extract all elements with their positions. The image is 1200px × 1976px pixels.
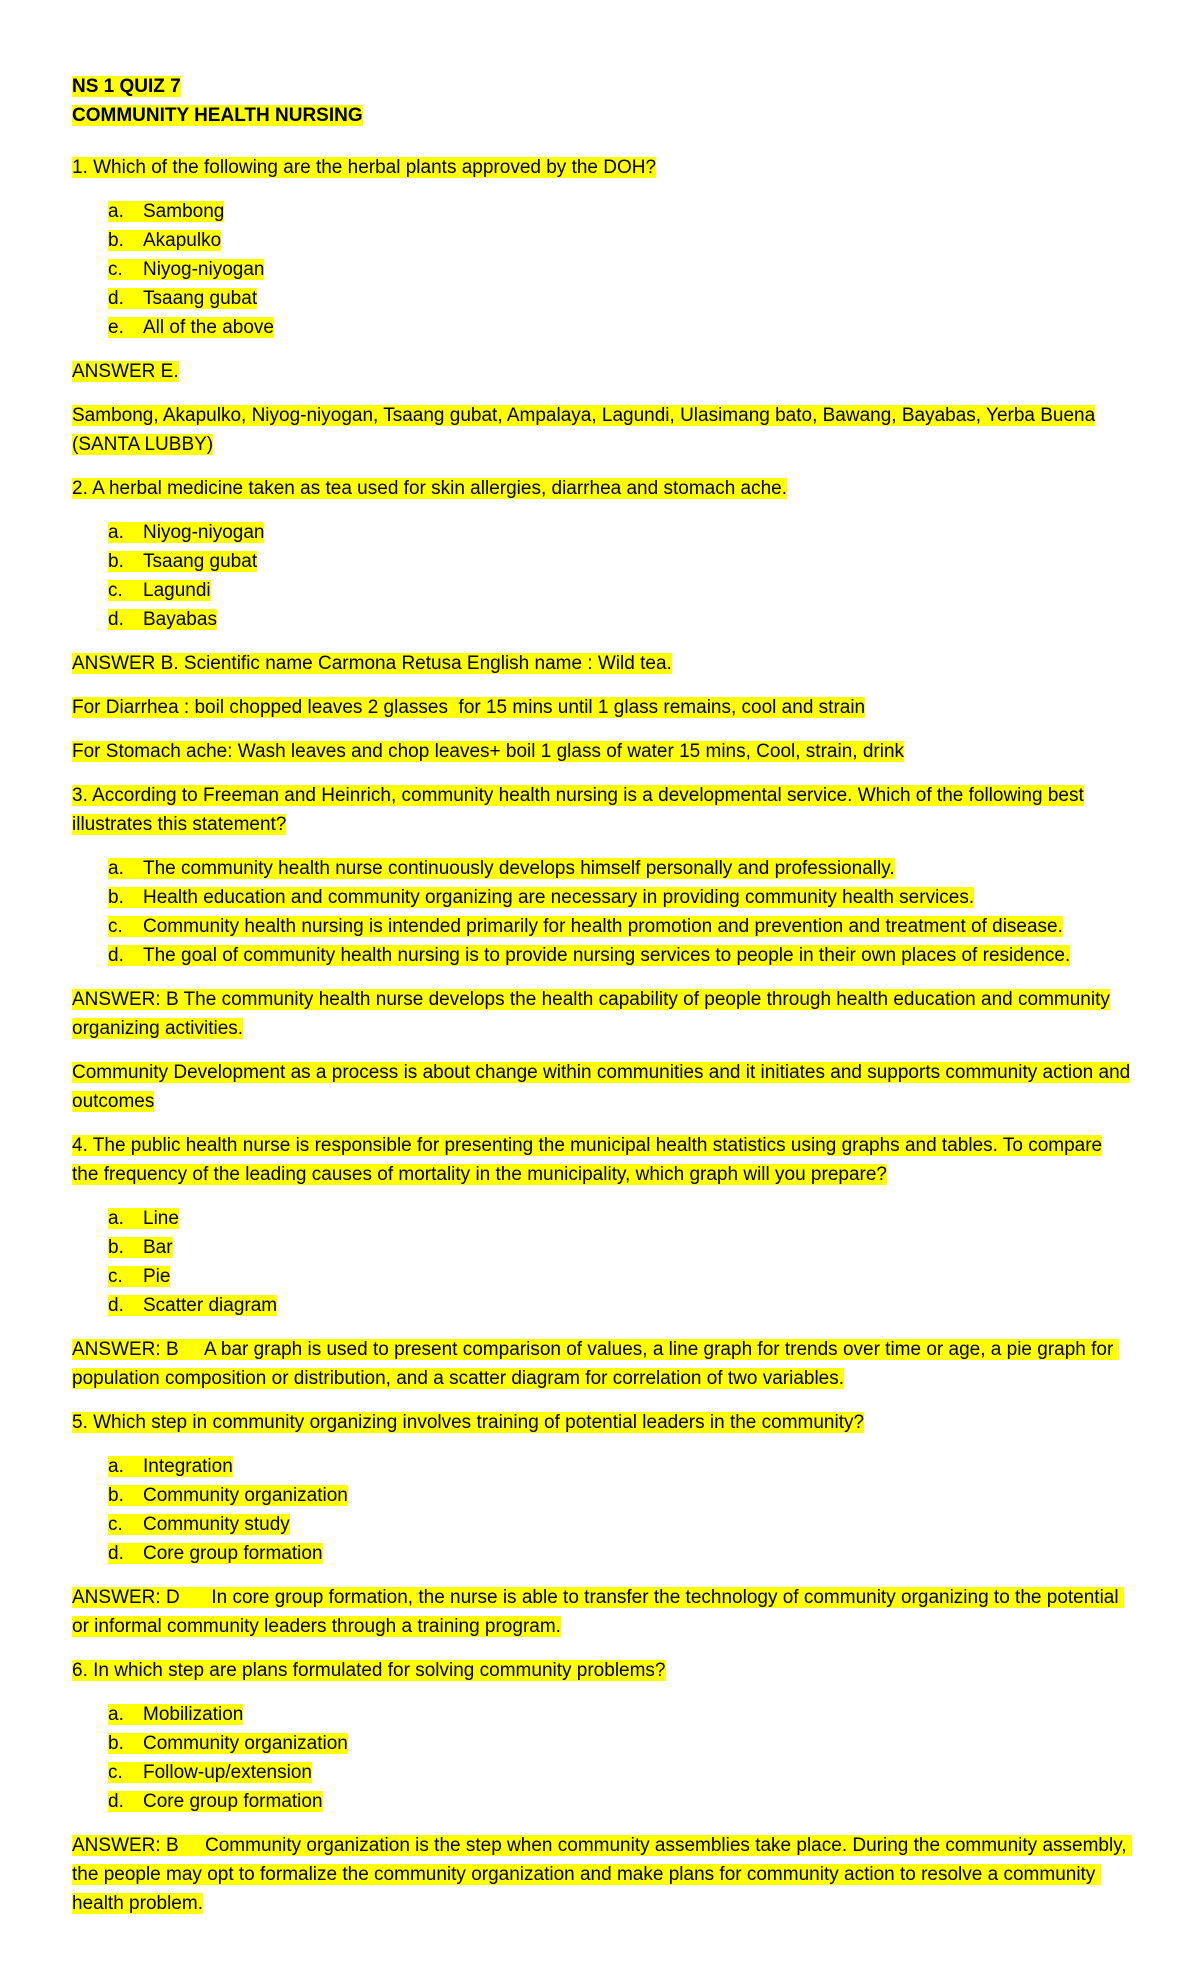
explanation-2-stomach: For Stomach ache: Wash leaves and chop leaves+ boil 1 glass of water 15 mins, Cool, strain, drink <box>72 741 905 762</box>
option: d. Core group formation <box>108 1543 323 1564</box>
option: a. Integration <box>108 1456 233 1477</box>
explanation-3: Community Development as a process is about change within communities and it initiates and supports community action and outcomes <box>72 1062 1131 1112</box>
question-6: 6. In which step are plans formulated for solving community problems? <box>72 1660 666 1681</box>
quiz-title: NS 1 QUIZ 7 <box>72 76 181 97</box>
question-4-options <box>72 1204 1132 1320</box>
option: e. All of the above <box>108 317 274 338</box>
option: d. Bayabas <box>108 609 217 630</box>
question-3: 3. According to Freeman and Heinrich, community health nursing is a developmental service. Which of the following best illustrates this statement? <box>72 785 1084 835</box>
answer-6: ANSWER: B Community organization is the step when community assemblies take place. During the community assembly, the people may opt to formalize the community organization and make plans for community action to resolve a community health problem. <box>72 1835 1132 1914</box>
answer-4: ANSWER: B A bar graph is used to present comparison of values, a line graph for trends over time or age, a pie graph for population composition or distribution, and a scatter diagram for correlation of two variables. <box>72 1339 1119 1389</box>
option: c. Pie <box>108 1266 171 1287</box>
question-5: 5. Which step in community organizing involves training of potential leaders in the community? <box>72 1412 865 1433</box>
answer-1: ANSWER E. <box>72 361 179 382</box>
option: c. Community health nursing is intended primarily for health promotion and prevention and treatment of disease. <box>108 916 1063 937</box>
question-3-options <box>72 854 1132 970</box>
option: a. Sambong <box>108 201 225 222</box>
option: a. Niyog-niyogan <box>108 522 265 543</box>
option: d. Scatter diagram <box>108 1295 278 1316</box>
explanation-1: Sambong, Akapulko, Niyog-niyogan, Tsaang gubat, Ampalaya, Lagundi, Ulasimang bato, Bawang, Bayabas, Yerba Buena (SANTA LUBBY) <box>72 405 1096 455</box>
option: a. The community health nurse continuously develops himself personally and professionally. <box>108 858 895 879</box>
explanation-2-diarrhea: For Diarrhea : boil chopped leaves 2 glasses for 15 mins until 1 glass remains, cool and strain <box>72 697 866 718</box>
option: b. Community organization <box>108 1733 348 1754</box>
answer-5: ANSWER: D In core group formation, the nurse is able to transfer the technology of community organizing to the potential or informal community leaders through a training program. <box>72 1587 1124 1637</box>
option: d. The goal of community health nursing is to provide nursing services to people in their own places of residence. <box>108 945 1071 966</box>
option: c. Lagundi <box>108 580 211 601</box>
option: a. Mobilization <box>108 1704 244 1725</box>
option: b. Akapulko <box>108 230 222 251</box>
question-1-options <box>72 197 1132 342</box>
question-2: 2. A herbal medicine taken as tea used for skin allergies, diarrhea and stomach ache. <box>72 478 788 499</box>
option: a. Line <box>108 1208 179 1229</box>
option: b. Community organization <box>108 1485 348 1506</box>
question-5-options <box>72 1452 1132 1568</box>
option: c. Community study <box>108 1514 290 1535</box>
option: d. Tsaang gubat <box>108 288 258 309</box>
answer-2: ANSWER B. Scientific name Carmona Retusa English name : Wild tea. <box>72 653 672 674</box>
option: c. Follow-up/extension <box>108 1762 312 1783</box>
option: b. Bar <box>108 1237 173 1258</box>
question-2-options <box>72 518 1132 634</box>
option: c. Niyog-niyogan <box>108 259 265 280</box>
question-6-options <box>72 1700 1132 1816</box>
option: b. Tsaang gubat <box>108 551 258 572</box>
question-4: 4. The public health nurse is responsible for presenting the municipal health statistics using graphs and tables. To compare the frequency of the leading causes of mortality in the municipality, which graph will you prepare? <box>72 1135 1103 1185</box>
option: d. Core group formation <box>108 1791 323 1812</box>
document-page <box>72 72 1132 1933</box>
question-1: 1. Which of the following are the herbal plants approved by the DOH? <box>72 157 657 178</box>
option: b. Health education and community organizing are necessary in providing community health services. <box>108 887 975 908</box>
answer-3: ANSWER: B The community health nurse develops the health capability of people through health education and community organizing activities. <box>72 989 1110 1039</box>
subject-title: COMMUNITY HEALTH NURSING <box>72 105 363 126</box>
